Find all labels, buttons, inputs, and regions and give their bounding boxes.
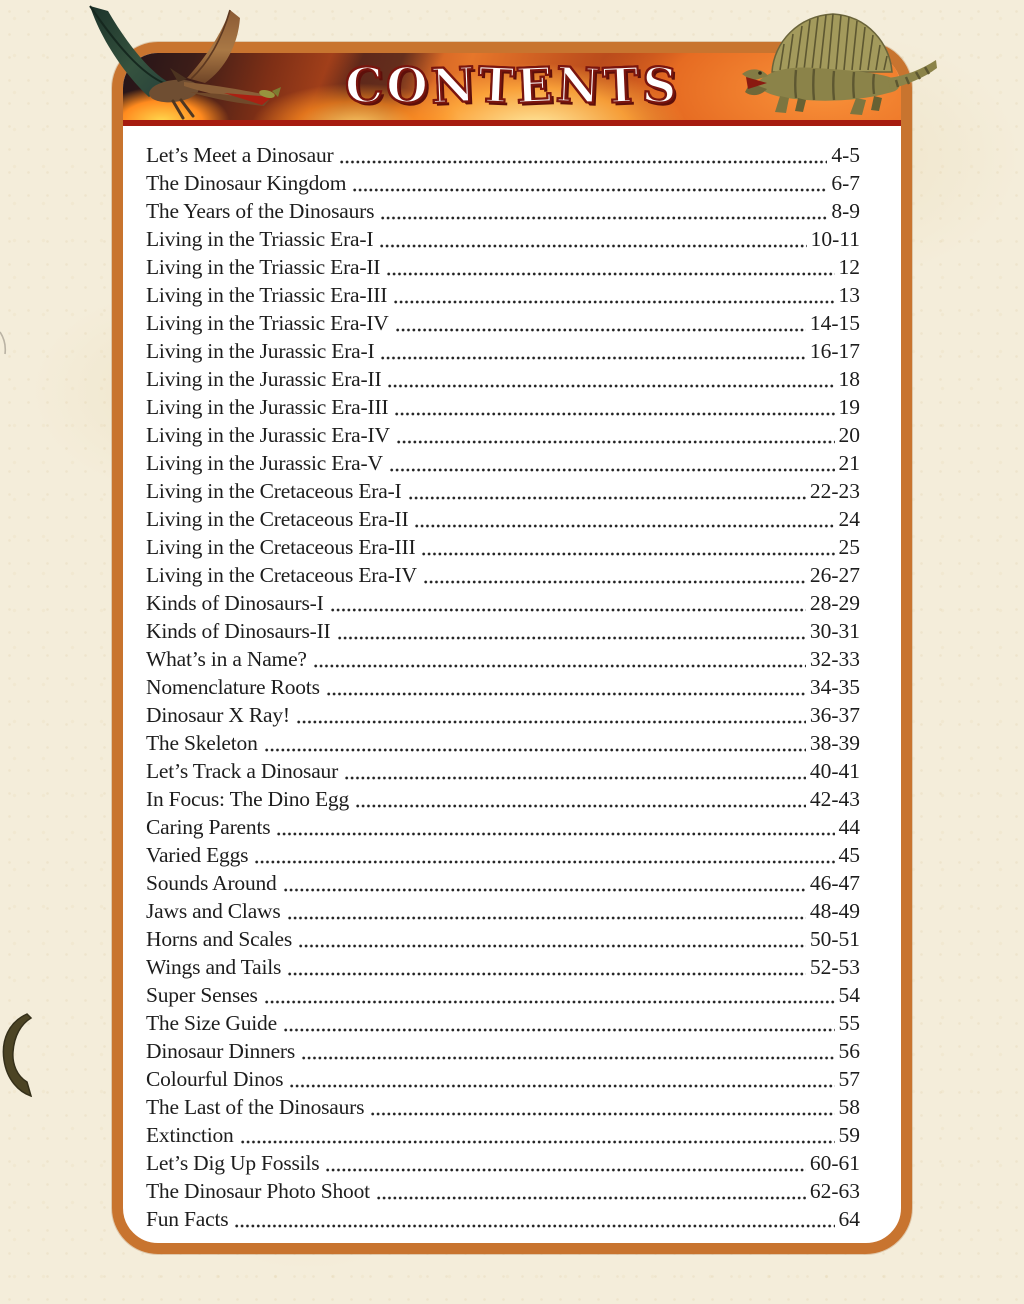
toc-entry <box>146 729 860 757</box>
toc-entry-title: Living in the Jurassic Era-I <box>146 339 375 363</box>
toc-entry <box>146 477 860 505</box>
toc-entry-title: Kinds of Dinosaurs-I <box>146 591 324 615</box>
dot-leader <box>394 393 834 421</box>
toc-entry-title: Living in the Triassic Era-III <box>146 283 388 307</box>
toc-entry-pages: 38-39 <box>809 731 860 755</box>
toc-entry <box>146 673 860 701</box>
toc-entry-title: Extinction <box>146 1123 234 1147</box>
toc-entry-pages: 62-63 <box>809 1179 860 1203</box>
toc-entry <box>146 785 860 813</box>
dot-leader <box>376 1177 806 1205</box>
toc-entry <box>146 925 860 953</box>
toc-entry-title: Nomenclature Roots <box>146 675 320 699</box>
toc-entry <box>146 169 860 197</box>
dot-leader <box>370 1093 834 1121</box>
dot-leader <box>287 897 806 925</box>
toc-entry-title: The Skeleton <box>146 731 258 755</box>
dot-leader <box>395 309 806 337</box>
toc-entry-pages: 46-47 <box>809 871 860 895</box>
toc-entry-pages: 58 <box>838 1095 860 1119</box>
toc-entry-title: Living in the Cretaceous Era-I <box>146 479 402 503</box>
toc-entry-title: Living in the Jurassic Era-V <box>146 451 383 475</box>
toc-entry-title: The Last of the Dinosaurs <box>146 1095 365 1119</box>
contents-panel <box>112 42 912 1254</box>
dot-leader <box>380 337 805 365</box>
toc-entry-pages: 10-11 <box>810 227 860 251</box>
toc-entry <box>146 813 860 841</box>
toc-entry-pages: 60-61 <box>809 1151 860 1175</box>
toc-entry-pages: 52-53 <box>809 955 860 979</box>
toc-entry-title: Caring Parents <box>146 815 271 839</box>
toc-entry-pages: 44 <box>838 815 860 839</box>
toc-entry-pages: 42-43 <box>809 787 860 811</box>
dot-leader <box>287 953 806 981</box>
toc-entry <box>146 841 860 869</box>
toc-entry-pages: 16-17 <box>809 339 860 363</box>
toc-entry <box>146 281 860 309</box>
toc-entry-title: The Dinosaur Photo Shoot <box>146 1179 370 1203</box>
dot-leader <box>352 169 827 197</box>
toc-entry-pages: 24 <box>838 507 860 531</box>
toc-entry <box>146 1065 860 1093</box>
toc-entry-title: Let’s Dig Up Fossils <box>146 1151 320 1175</box>
dot-leader <box>313 645 806 673</box>
dot-leader <box>264 729 806 757</box>
toc-entry-pages: 22-23 <box>809 479 860 503</box>
dot-leader <box>254 841 834 869</box>
toc-entry <box>146 757 860 785</box>
toc-entry-pages: 55 <box>838 1011 860 1035</box>
toc-entry-title: Living in the Jurassic Era-III <box>146 395 389 419</box>
toc-entry-pages: 12 <box>838 255 860 279</box>
dot-leader <box>283 1009 835 1037</box>
toc-entry-pages: 32-33 <box>809 647 860 671</box>
toc-entry-pages: 56 <box>838 1039 860 1063</box>
toc-entry-title: Living in the Triassic Era-IV <box>146 311 389 335</box>
dot-leader <box>396 421 835 449</box>
toc-entry <box>146 505 860 533</box>
dot-leader <box>330 589 806 617</box>
toc-entry <box>146 337 860 365</box>
toc-entry-pages: 54 <box>838 983 860 1007</box>
toc-entry-pages: 48-49 <box>809 899 860 923</box>
toc-entry <box>146 617 860 645</box>
dot-leader <box>339 141 827 169</box>
dot-leader <box>393 281 834 309</box>
toc-entry <box>146 393 860 421</box>
toc-entry-title: The Years of the Dinosaurs <box>146 199 375 223</box>
dot-leader <box>234 1205 834 1233</box>
tail-curl-image <box>0 1012 35 1108</box>
toc-entry-title: Let’s Meet a Dinosaur <box>146 143 334 167</box>
dot-leader <box>283 869 806 897</box>
dot-leader <box>379 225 806 253</box>
toc-entry <box>146 1121 860 1149</box>
dot-leader <box>387 365 834 393</box>
toc-entry-title: Living in the Cretaceous Era-III <box>146 535 416 559</box>
toc-entry-title: Living in the Jurassic Era-IV <box>146 423 390 447</box>
toc-entry-title: Sounds Around <box>146 871 277 895</box>
toc-entry-title: The Size Guide <box>146 1011 277 1035</box>
toc-entry-pages: 18 <box>838 367 860 391</box>
dot-leader <box>301 1037 834 1065</box>
toc-entry-title: Fun Facts <box>146 1207 229 1231</box>
toc-entry-pages: 13 <box>838 283 860 307</box>
toc-entry <box>146 645 860 673</box>
toc-entry-title: Let’s Track a Dinosaur <box>146 759 339 783</box>
toc-entry <box>146 1093 860 1121</box>
toc-list <box>123 126 901 1233</box>
toc-entry <box>146 141 860 169</box>
toc-entry <box>146 225 860 253</box>
toc-entry-pages: 36-37 <box>809 703 860 727</box>
dot-leader <box>380 197 827 225</box>
toc-entry <box>146 589 860 617</box>
toc-entry <box>146 897 860 925</box>
toc-entry <box>146 1037 860 1065</box>
toc-entry <box>146 1177 860 1205</box>
toc-entry-pages: 59 <box>838 1123 860 1147</box>
dot-leader <box>326 673 806 701</box>
toc-entry <box>146 701 860 729</box>
toc-entry <box>146 197 860 225</box>
toc-entry <box>146 561 860 589</box>
dot-leader <box>414 505 834 533</box>
toc-entry-title: Dinosaur X Ray! <box>146 703 290 727</box>
toc-entry-pages: 30-31 <box>809 619 860 643</box>
page-title: C O N T E N T S <box>343 57 681 115</box>
dot-leader <box>386 253 834 281</box>
dot-leader <box>264 981 835 1009</box>
toc-entry-pages: 26-27 <box>809 563 860 587</box>
toc-entry-pages: 25 <box>838 535 860 559</box>
toc-entry <box>146 253 860 281</box>
toc-entry-title: Living in the Triassic Era-II <box>146 255 381 279</box>
dot-leader <box>337 617 806 645</box>
toc-entry <box>146 421 860 449</box>
toc-entry <box>146 1009 860 1037</box>
toc-entry-title: What’s in a Name? <box>146 647 307 671</box>
toc-entry <box>146 981 860 1009</box>
dot-leader <box>296 701 806 729</box>
toc-entry-pages: 40-41 <box>809 759 860 783</box>
dot-leader <box>344 757 806 785</box>
dot-leader <box>325 1149 805 1177</box>
toc-entry-title: Varied Eggs <box>146 843 249 867</box>
toc-entry-title: Dinosaur Dinners <box>146 1039 296 1063</box>
toc-entry-title: Living in the Cretaceous Era-IV <box>146 563 417 587</box>
toc-entry <box>146 869 860 897</box>
toc-entry <box>146 953 860 981</box>
toc-entry-pages: 20 <box>838 423 860 447</box>
toc-entry-title: Jaws and Claws <box>146 899 281 923</box>
toc-entry-pages: 21 <box>838 451 860 475</box>
toc-entry-pages: 64 <box>838 1207 860 1231</box>
toc-entry-title: Living in the Triassic Era-I <box>146 227 374 251</box>
toc-entry <box>146 1149 860 1177</box>
dot-leader <box>298 925 806 953</box>
toc-entry-title: Horns and Scales <box>146 927 293 951</box>
toc-entry-pages: 14-15 <box>809 311 860 335</box>
toc-entry-title: Kinds of Dinosaurs-II <box>146 619 331 643</box>
dot-leader <box>423 561 806 589</box>
dot-leader <box>289 1065 834 1093</box>
pterosaur-image <box>86 2 300 122</box>
toc-entry <box>146 533 860 561</box>
dot-leader <box>389 449 835 477</box>
toc-entry-pages: 28-29 <box>809 591 860 615</box>
toc-entry-pages: 19 <box>838 395 860 419</box>
toc-entry-pages: 4-5 <box>831 143 860 167</box>
toc-entry-title: The Dinosaur Kingdom <box>146 171 347 195</box>
toc-entry <box>146 1205 860 1233</box>
toc-entry-pages: 8-9 <box>831 199 860 223</box>
toc-entry-pages: 34-35 <box>809 675 860 699</box>
dot-leader <box>408 477 806 505</box>
toc-entry-pages: 50-51 <box>809 927 860 951</box>
toc-entry-pages: 57 <box>838 1067 860 1091</box>
toc-entry <box>146 365 860 393</box>
dot-leader <box>276 813 834 841</box>
toc-entry-title: Living in the Cretaceous Era-II <box>146 507 409 531</box>
dot-leader <box>240 1121 835 1149</box>
dot-leader <box>421 533 834 561</box>
toc-entry-pages: 6-7 <box>831 171 860 195</box>
toc-entry <box>146 449 860 477</box>
toc-entry-title: Super Senses <box>146 983 258 1007</box>
toc-entry-title: Colourful Dinos <box>146 1067 284 1091</box>
toc-entry <box>146 309 860 337</box>
dot-leader <box>355 785 806 813</box>
toc-entry-title: Wings and Tails <box>146 955 282 979</box>
toc-entry-pages: 45 <box>838 843 860 867</box>
edge-mark <box>0 330 10 356</box>
toc-entry-title: In Focus: The Dino Egg <box>146 787 350 811</box>
toc-entry-title: Living in the Jurassic Era-II <box>146 367 382 391</box>
dimetrodon-image <box>738 8 940 120</box>
